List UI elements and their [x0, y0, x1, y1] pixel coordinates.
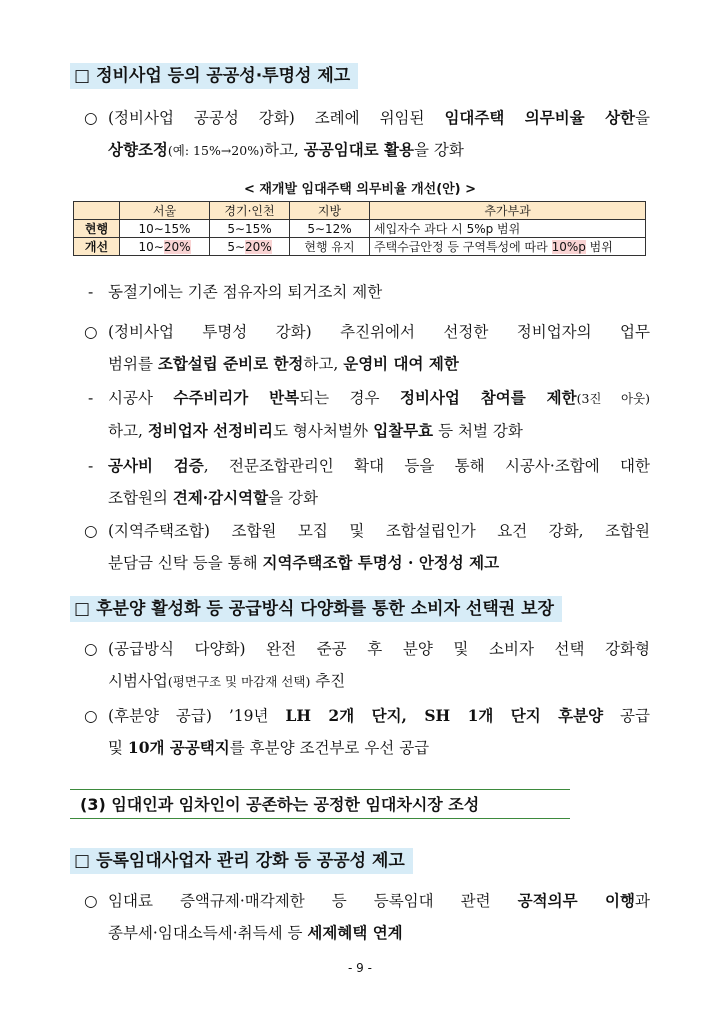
table-cell: 세입자수 과다 시 5%p 범위	[370, 220, 646, 238]
para-text: 하고,	[108, 422, 143, 440]
para-text: 분담금 신탁 등을 통해	[108, 554, 258, 572]
para-label: (정비사업 공공성 강화)	[108, 109, 295, 127]
para-label: (공급방식 다양화)	[108, 640, 246, 658]
cell-text: 주택수급안정 등 구역특성에 따라	[374, 240, 552, 254]
emphasis-text: 입찰무효	[373, 421, 434, 440]
para-text: 을 강화	[268, 489, 318, 507]
para-text: 조합원 모집 및 조합설립인가 요건 강화, 조합원	[231, 522, 650, 540]
subsection-heading-rental-market: (3) 임대인과 임차인이 공존하는 공정한 임대차시장 조성	[70, 789, 570, 819]
para-text: 시범사업	[108, 672, 168, 690]
paragraph-winter-eviction	[88, 276, 650, 308]
para-text: ’19년	[228, 707, 269, 725]
table-cell: 5∼12%	[290, 220, 370, 238]
checkbox-square-icon: □	[74, 851, 91, 871]
emphasis-text: 조합설립 준비로 한정	[157, 354, 304, 373]
table-cell	[210, 238, 290, 256]
para-text: 및	[108, 739, 123, 757]
emphasis-text: 공적의무 이행	[517, 891, 636, 910]
highlighted-value: 10%p	[551, 240, 586, 254]
paragraph-supply-diversify	[84, 633, 651, 698]
table-header-cell: 지방	[290, 202, 370, 220]
emphasis-text: 세제혜택 연계	[307, 923, 403, 942]
paragraph-public-strengthen	[84, 102, 650, 167]
section-heading-public-transparency	[70, 61, 358, 91]
emphasis-text: 10개 공공택지	[127, 738, 230, 757]
rental-ratio-table	[73, 201, 646, 256]
note-text: (평면구조 및 마감재 선택)	[167, 674, 311, 689]
para-text: 되는 경우	[299, 389, 380, 407]
note-text: (3진 아웃)	[576, 391, 651, 406]
table-cell: 현행 유지	[290, 238, 370, 256]
emphasis-text: 지역주택조합 투명성 · 안정성 제고	[262, 553, 500, 572]
para-label: (후분양 공급)	[108, 707, 212, 725]
para-text: 하고,	[303, 355, 339, 373]
section-title: 정비사업 등의 공공성·투명성 제고	[96, 66, 351, 86]
table-cell	[120, 238, 210, 256]
table-cell: 10∼15%	[120, 220, 210, 238]
paragraph-cost-verification	[88, 450, 651, 514]
table-corner-cell	[74, 202, 120, 220]
highlighted-value: 20%	[245, 239, 272, 254]
table-header-row	[74, 202, 646, 220]
paragraph-contractor	[88, 382, 651, 447]
bullet-circle: ○	[84, 892, 98, 910]
para-text: 등 처벌 강화	[438, 422, 523, 440]
cell-text: 5∼	[227, 239, 246, 254]
paragraph-post-sale-supply	[84, 700, 650, 764]
para-text: 임대료 증액규제·매각제한 등 등록임대 관련	[108, 892, 491, 910]
paragraph-rental-obligation	[84, 885, 650, 949]
emphasis-text: 수주비리가 반복	[173, 388, 300, 407]
highlighted-value: 20%	[163, 239, 191, 254]
emphasis-text: 견제·감시역할	[172, 488, 269, 507]
table-caption: < 재개발 임대주택 의무비율 개선(안) >	[243, 182, 477, 197]
para-text: 범위를	[108, 355, 153, 373]
checkbox-square-icon: □	[74, 66, 91, 86]
emphasis-text: 공사비 검증	[108, 456, 204, 475]
table-header-cell: 경기·인천	[210, 202, 290, 220]
bullet-dash: -	[88, 457, 94, 475]
bullet-circle: ○	[84, 640, 98, 658]
para-text: 과	[635, 892, 650, 910]
bullet-circle: ○	[84, 522, 98, 540]
row-label: 현행	[74, 220, 120, 238]
para-text: 의 업무	[576, 323, 650, 341]
table-header-cell: 추가부과	[370, 202, 646, 220]
para-text: 도 형사처벌外	[273, 422, 369, 440]
para-label: (정비사업 투명성 강화)	[108, 323, 312, 341]
emphasis-text: 운영비 대여 제한	[343, 354, 459, 373]
para-text: 시공사	[108, 389, 153, 407]
emphasis-text: 임대주택 의무비율 상한	[444, 108, 636, 127]
bullet-circle: ○	[84, 323, 98, 341]
emphasis-text: 상향조정	[108, 140, 168, 159]
para-text: 추진위에서 선정한 정비업자	[340, 323, 577, 341]
table-cell	[370, 238, 646, 256]
emphasis-text: 공공임대로 활용	[303, 140, 414, 159]
row-label: 개선	[74, 238, 120, 256]
example-note: (예: 15%→20%)	[167, 143, 264, 158]
para-text: 을	[635, 109, 650, 127]
para-text: , 전문조합관리인 확대 등을 통해 시공사·조합에 대한	[203, 457, 651, 475]
para-text: 동절기에는 기존 점유자의 퇴거조치 제한	[108, 283, 383, 301]
paragraph-transparency	[84, 316, 650, 380]
para-text: 를 후분양 조건부로 우선 공급	[229, 739, 430, 757]
para-text: 조합원의	[108, 489, 168, 507]
para-text: 조례에 위임된	[314, 109, 425, 127]
bullet-circle: ○	[84, 707, 98, 725]
bullet-dash: -	[88, 389, 94, 407]
checkbox-square-icon: □	[74, 599, 91, 619]
para-text: 완전 준공 후 분양 및 소비자 선택 강화형	[266, 640, 651, 658]
section-heading-registered-rental	[70, 846, 413, 876]
para-text: 종부세·임대소득세·취득세 등	[108, 924, 303, 942]
para-text: 하고,	[263, 141, 299, 159]
bullet-circle: ○	[84, 109, 98, 127]
para-text: 추진	[315, 672, 346, 690]
table-cell: 5∼15%	[210, 220, 290, 238]
paragraph-regional-union	[84, 515, 650, 579]
table-row	[74, 238, 646, 256]
section-title: 후분양 활성화 등 공급방식 다양화를 통한 소비자 선택권 보장	[96, 599, 554, 619]
emphasis-text: 정비사업 참여를 제한	[399, 388, 577, 407]
table-header-cell: 서울	[120, 202, 210, 220]
section-title: 등록임대사업자 관리 강화 등 공공성 제고	[96, 851, 405, 871]
table-row	[74, 220, 646, 238]
para-text: 공급	[620, 707, 650, 725]
para-label: (지역주택조합)	[108, 522, 210, 540]
emphasis-text: 정비업자 선정비리	[147, 421, 273, 440]
bullet-dash: -	[88, 283, 94, 301]
cell-text: 범위	[585, 240, 613, 254]
emphasis-text: LH 2개 단지, SH 1개 단지 후분양	[285, 706, 604, 725]
section-heading-post-sale	[70, 594, 562, 624]
cell-text: 10∼	[138, 239, 164, 254]
para-text: 을 강화	[414, 141, 464, 159]
page-number: - 9 -	[348, 961, 372, 975]
